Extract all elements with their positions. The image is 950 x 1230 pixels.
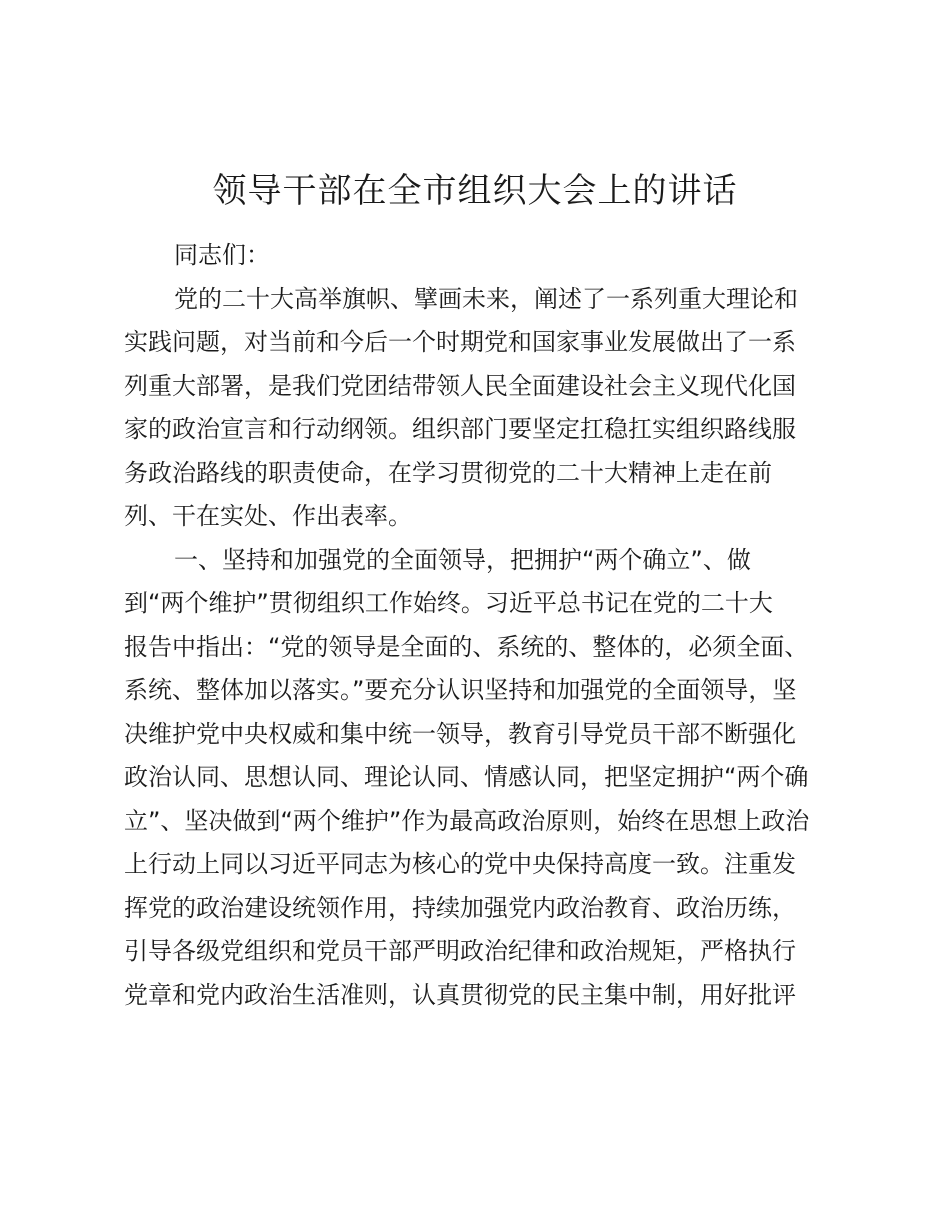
paragraph-line: 务政治路线的职责使命，在学习贯彻党的二十大精神上走在前 [124,458,772,487]
paragraph-line: 系统、整体加以落实。”要充分认识坚持和加强党的全面领导，坚 [124,676,797,704]
paragraph-1 [124,278,834,539]
paragraph-line: 上行动上同以习近平同志为核心的党中央保持高度一致。注重发 [124,850,796,878]
paragraph-line: 立”、坚决做到“两个维护”作为最高政治原则，始终在思想上政治 [124,806,810,835]
paragraph-line: 挥党的政治建设统领作用，持续加强党内政治教育、政治历练， [124,893,796,922]
paragraph-line: 政治认同、思想认同、理论认同、情感认同，把坚定拥护“两个确 [124,763,809,791]
document-title: 领导干部在全市组织大会上的讲话 [212,171,738,211]
paragraph-line: 决维护党中央权威和集中统一领导，教育引导党员干部不断强化 [124,719,796,748]
paragraph-line: 列重大部署，是我们党团结带领人民全面建设社会主义现代化国 [124,371,796,400]
salutation: 同志们： [174,241,270,269]
paragraph-line: 党章和党内政治生活准则，认真贯彻党的民主集中制，用好批评 [124,980,796,1009]
paragraph-2 [124,539,834,1018]
paragraph-line: 家的政治宣言和行动纲领。组织部门要坚定扛稳扛实组织路线服 [124,415,796,443]
paragraph-line: 党的二十大高举旗帜、擘画未来，阐述了一系列重大理论和 [174,284,798,313]
paragraph-line: 到“两个维护”贯彻组织工作始终。习近平总书记在党的二十大 [124,589,773,617]
paragraph-line: 报告中指出：“党的领导是全面的、系统的、整体的，必须全面、 [124,632,809,661]
paragraph-line: 引导各级党组织和党员干部严明政治纪律和政治规矩，严格执行 [124,937,796,965]
paragraph-line: 实践问题，对当前和今后一个时期党和国家事业发展做出了一系 [124,328,796,356]
document-body [124,234,834,1017]
paragraph-line: 列、干在实处、作出表率。 [124,502,412,530]
paragraph-line: 一、坚持和加强党的全面领导，把拥护“两个确立”、做 [174,545,751,574]
